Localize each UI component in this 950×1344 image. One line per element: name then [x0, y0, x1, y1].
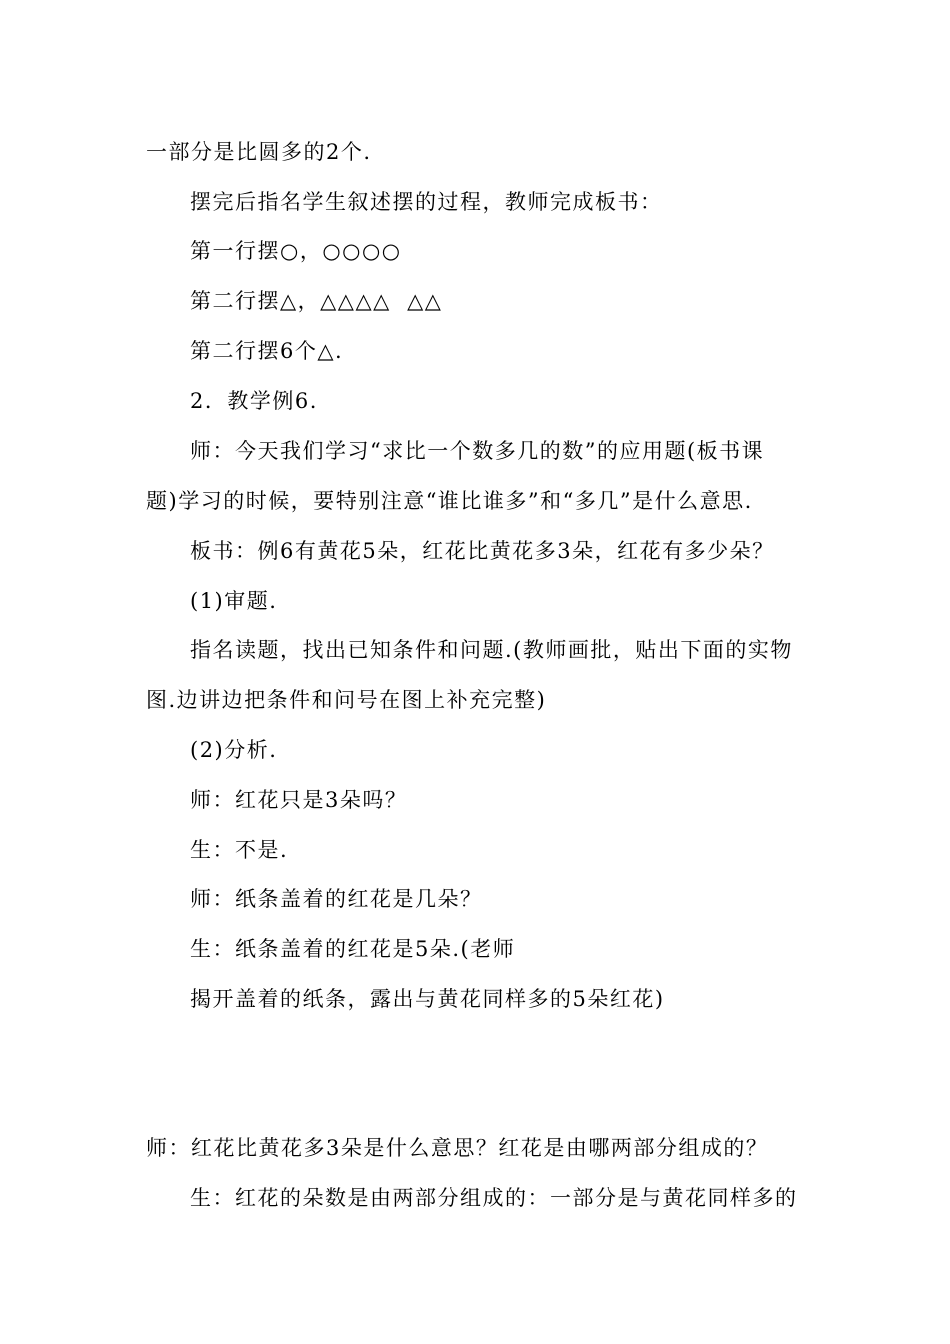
text-line: 摆完后指名学生叙述摆的过程，教师完成板书：: [190, 190, 663, 214]
text-line: (2)分析.: [190, 738, 278, 762]
text-line: 一部分是比圆多的2个.: [146, 140, 372, 164]
text-line: 指名读题，找出已知条件和问题.(教师画批，贴出下面的实物: [190, 638, 793, 662]
text-line: 生：红花的朵数是由两部分组成的：一部分是与黄花同样多的: [190, 1186, 798, 1210]
text-line: 第二行摆△，△△△△ △△: [190, 289, 443, 313]
text-line: 题)学习的时候，要特别注意“谁比谁多”和“多几”是什么意思.: [146, 489, 753, 513]
text-line: 师：纸条盖着的红花是几朵？: [190, 887, 483, 911]
text-line: 第一行摆○，○○○○: [190, 239, 402, 263]
text-line: 师：今天我们学习“求比一个数多几的数”的应用题(板书课: [190, 439, 765, 463]
text-line: 揭开盖着的纸条，露出与黄花同样多的5朵红花): [190, 987, 665, 1011]
text-line: 师：红花只是3朵吗？: [190, 788, 408, 812]
text-line: (1)审题.: [190, 589, 278, 613]
text-line: 生：纸条盖着的红花是5朵.(老师: [190, 937, 516, 961]
text-line: 图.边讲边把条件和问号在图上补充完整): [146, 688, 547, 712]
text-line: 生：不是.: [190, 838, 289, 862]
text-line: 师：红花比黄花多3朵是什么意思？红花是由哪两部分组成的？: [146, 1136, 769, 1160]
text-line: 板书：例6有黄花5朵，红花比黄花多3朵，红花有多少朵？: [190, 539, 775, 563]
text-line: 第二行摆6个△.: [190, 339, 344, 363]
text-line: 2．教学例6.: [190, 389, 318, 413]
